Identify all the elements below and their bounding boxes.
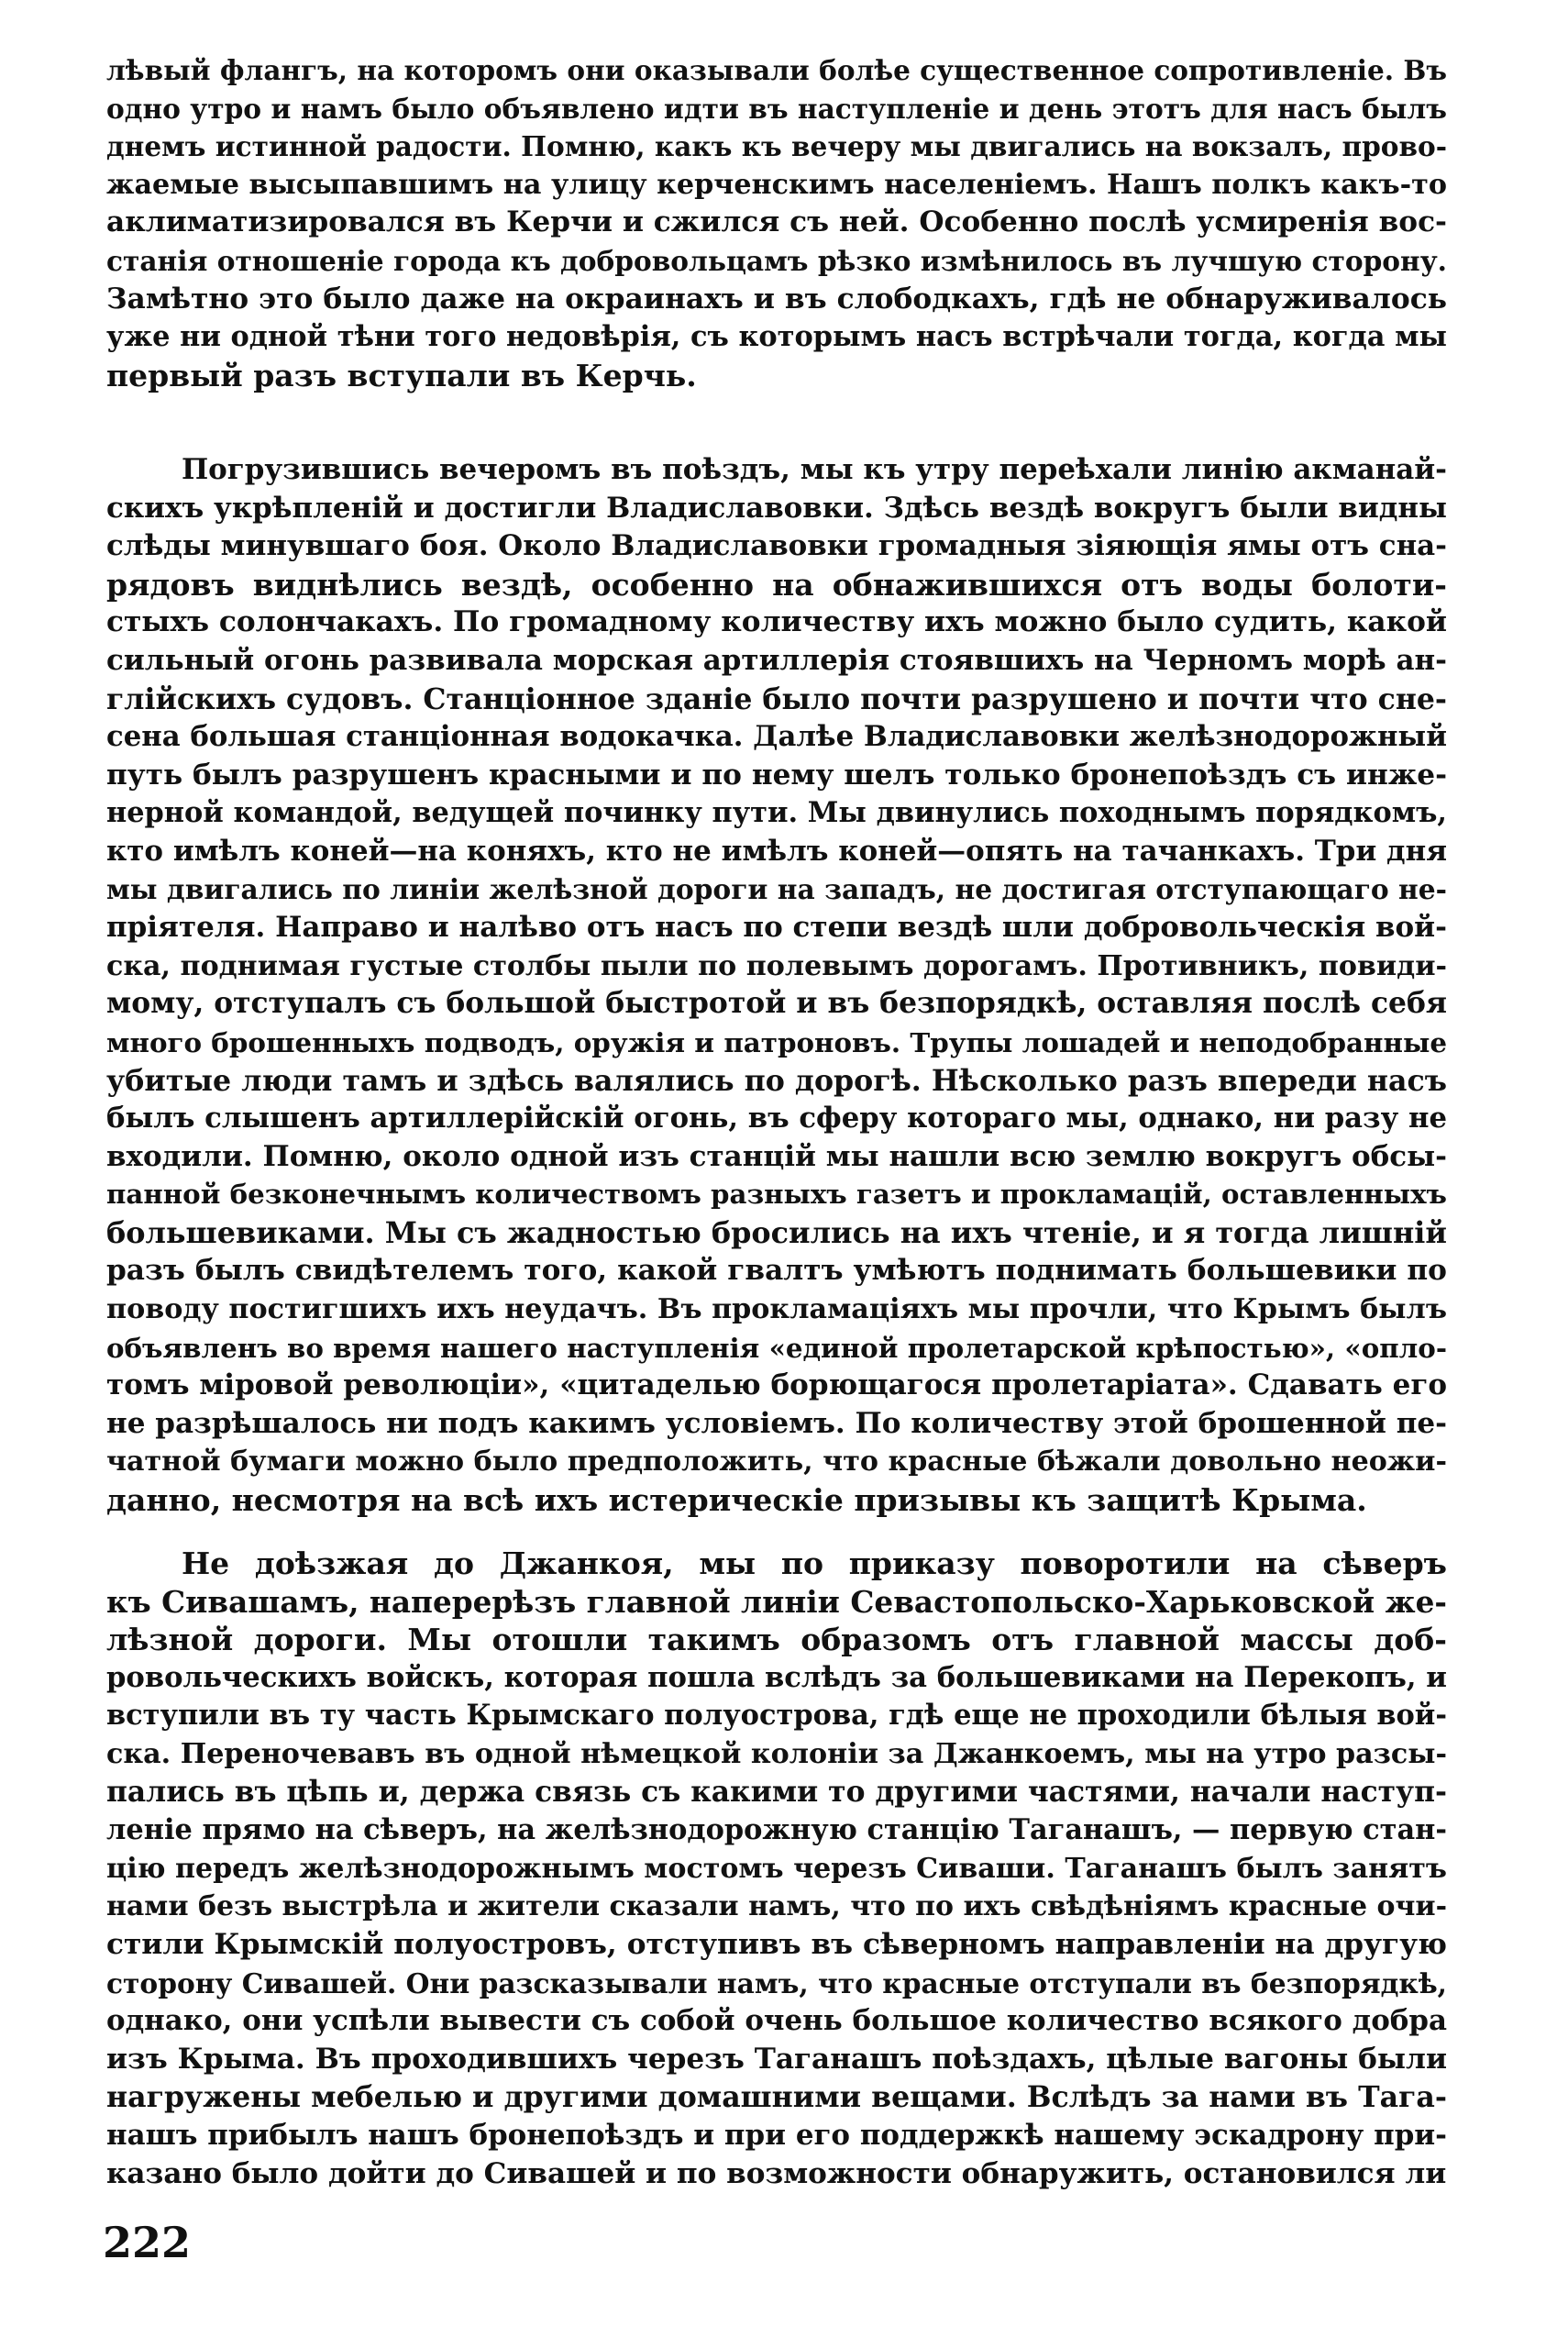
text-line: томъ міровой революціи», «цитаделью борющагося пролетаріата». Сдавать его	[106, 1368, 1447, 1402]
text-line: вступили въ ту часть Крымскаго полуострова, гдѣ еще не проходили бѣлыя вой-	[106, 1699, 1447, 1733]
text-line: стыхъ солончакахъ. По громадному количеству ихъ можно было судить, какой	[106, 605, 1447, 639]
text-line: днемъ истинной радости. Помню, какъ къ вечеру мы двигались на вокзалъ, прово-	[106, 130, 1447, 163]
text-line: убитые люди тамъ и здѣсь валялись по дорогѣ. Нѣсколько разъ впереди насъ	[106, 1063, 1447, 1098]
text-line: Замѣтно это было даже на окраинахъ и въ слободкахъ, гдѣ не обнаруживалось	[106, 282, 1447, 316]
text-line: къ Сивашамъ, наперерѣзъ главной линіи Севастопольско-Харьковской же-	[106, 1583, 1447, 1620]
text-line: леніе прямо на сѣверъ, на желѣзнодорожную станцію Таганашъ, — первую стан-	[106, 1813, 1447, 1847]
text-line: много брошенныхъ подводъ, оружія и патроновъ. Трупы лошадей и неподобранные	[106, 1025, 1447, 1058]
text-line: одно утро и намъ было объявлено идти въ наступленіе и день этотъ для насъ былъ	[106, 92, 1447, 125]
text-line: сторону Сивашей. Они разсказывали намъ, что красные отступали въ безпорядкѣ,	[106, 1966, 1447, 1999]
text-line: данно, несмотря на всѣ ихъ истерическіе призывы къ защитѣ Крыма.	[106, 1482, 1367, 1519]
text-line: жаемые высыпавшимъ на улицу керченскимъ населеніемъ. Нашъ полкъ какъ-то	[106, 168, 1447, 201]
text-line: поводу постигшихъ ихъ неудачъ. Въ прокламаціяхъ мы прочли, что Крымъ былъ	[106, 1293, 1447, 1326]
text-line: ровольческихъ войскъ, которая пошла вслѣдъ за большевиками на Перекопъ, и	[106, 1660, 1447, 1694]
paragraph-3	[106, 1545, 1447, 2193]
text-line: былъ слышенъ артиллерійскій огонь, въ сферу котораго мы, однако, ни разу не	[106, 1102, 1447, 1135]
text-line: лѣвый флангъ, на которомъ они оказывали болѣе существенное сопротивленіе. Въ	[106, 54, 1447, 86]
text-line: входили. Помню, около одной изъ станцій мы нашли всю землю вокругъ обсы-	[106, 1139, 1447, 1173]
text-line: рядовъ виднѣлись вездѣ, особенно на обнажившихся отъ воды болоти-	[106, 566, 1447, 603]
text-line: пались въ цѣпь и, держа связь съ какими то другими частями, начали наступ-	[106, 1775, 1447, 1809]
paragraph-1	[106, 51, 1447, 394]
text-line: мы двигались по линіи желѣзной дороги на западъ, не достигая отступающаго не-	[106, 873, 1447, 906]
text-line: ска, поднимая густые столбы пыли по полевымъ дорогамъ. Противникъ, повиди-	[106, 949, 1447, 982]
text-line: объявленъ во время нашего наступленія «единой пролетарской крѣпостью», «опло-	[106, 1331, 1447, 1364]
text-line: Погрузившись вечеромъ въ поѣздъ, мы къ утру переѣхали линію акманай-	[182, 453, 1447, 486]
text-line: скихъ укрѣпленій и достигли Владиславовки. Здѣсь вездѣ вокругъ были видны	[106, 491, 1447, 525]
text-line: аклиматизировался въ Керчи и сжился съ ней. Особенно послѣ усмиренія вос-	[106, 205, 1447, 239]
text-line: глійскихъ судовъ. Станціонное зданіе было почти разрушено и почти что сне-	[106, 681, 1447, 716]
text-line: нашъ прибылъ нашъ бронепоѣздъ и при его поддержкѣ нашему эскадрону при-	[106, 2118, 1447, 2152]
text-line: кто имѣлъ коней—на коняхъ, кто не имѣлъ коней—опять на тачанкахъ. Три дня	[106, 834, 1447, 868]
text-line: уже ни одной тѣни того недовѣрія, съ которымъ насъ встрѣчали тогда, когда мы	[106, 320, 1447, 354]
text-line: изъ Крыма. Въ проходившихъ черезъ Таганашъ поѣздахъ, цѣлые вагоны были	[106, 2042, 1447, 2076]
text-line: стили Крымскій полуостровъ, отступивъ въ сѣверномъ направленіи на другую	[106, 1927, 1447, 1961]
text-line: разъ былъ свидѣтелемъ того, какой гвалтъ умѣютъ поднимать большевики по	[106, 1254, 1447, 1288]
page-number: 222	[103, 2218, 192, 2267]
text-line: станія отношеніе города къ добровольцамъ рѣзко измѣнилось въ лучшую сторону.	[106, 244, 1447, 277]
text-line: панной безконечнымъ количествомъ разныхъ газетъ и прокламацій, оставленныхъ	[106, 1179, 1447, 1211]
text-line: не разрѣшалось ни подъ какимъ условіемъ. По количеству этой брошенной пе-	[106, 1406, 1447, 1440]
text-line: путь былъ разрушенъ красными и по нему шелъ только бронепоѣздъ съ инже-	[106, 758, 1447, 792]
text-line: Не доѣзжая до Джанкоя, мы по приказу поворотили на сѣверъ	[182, 1545, 1447, 1581]
text-line: ска. Переночевавъ въ одной нѣмецкой колоніи за Джанкоемъ, мы на утро разсы-	[106, 1737, 1447, 1770]
text-line: цію передъ желѣзнодорожнымъ мостомъ черезъ Сиваши. Таганашъ былъ занятъ	[106, 1852, 1447, 1885]
text-line: нами безъ выстрѣла и жители сказали намъ, что по ихъ свѣдѣніямъ красные очи-	[106, 1890, 1447, 1923]
text-line: сильный огонь развивала морская артиллерія стоявшихъ на Черномъ морѣ ан-	[106, 643, 1447, 677]
text-line: сена большая станціонная водокачка. Далѣе Владиславовки желѣзнодорожный	[106, 720, 1447, 754]
text-line: нерной командой, ведущей починку пути. Мы двинулись походнымъ порядкомъ,	[106, 796, 1447, 830]
text-line: однако, они успѣли вывести съ собой очень большое количество всякого добра	[106, 2004, 1447, 2038]
text-line: большевиками. Мы съ жадностью бросились на ихъ чтеніе, и я тогда лишній	[106, 1214, 1447, 1250]
text-line: чатной бумаги можно было предположить, что красные бѣжали довольно неожи-	[106, 1445, 1447, 1479]
text-line: пріятеля. Направо и налѣво отъ насъ по степи вездѣ шли добровольческія вой-	[106, 911, 1447, 945]
text-line: мому, отступалъ съ большой быстротой и въ безпорядкѣ, оставляя послѣ себя	[106, 987, 1447, 1021]
text-line: нагружены мебелью и другими домашними вещами. Вслѣдъ за нами въ Тага-	[106, 2080, 1447, 2115]
text-line: казано было дойти до Сивашей и по возможности обнаружить, остановился ли	[106, 2156, 1447, 2190]
text-line: слѣды минувшаго боя. Около Владиславовки громадныя зіяющія ямы отъ сна-	[106, 529, 1447, 563]
text-line: лѣзной дороги. Мы отошли такимъ образомъ отъ главной массы доб-	[106, 1622, 1447, 1658]
text-line: первый разъ вступали въ Керчь.	[106, 357, 697, 393]
paragraph-2	[106, 451, 1447, 1520]
